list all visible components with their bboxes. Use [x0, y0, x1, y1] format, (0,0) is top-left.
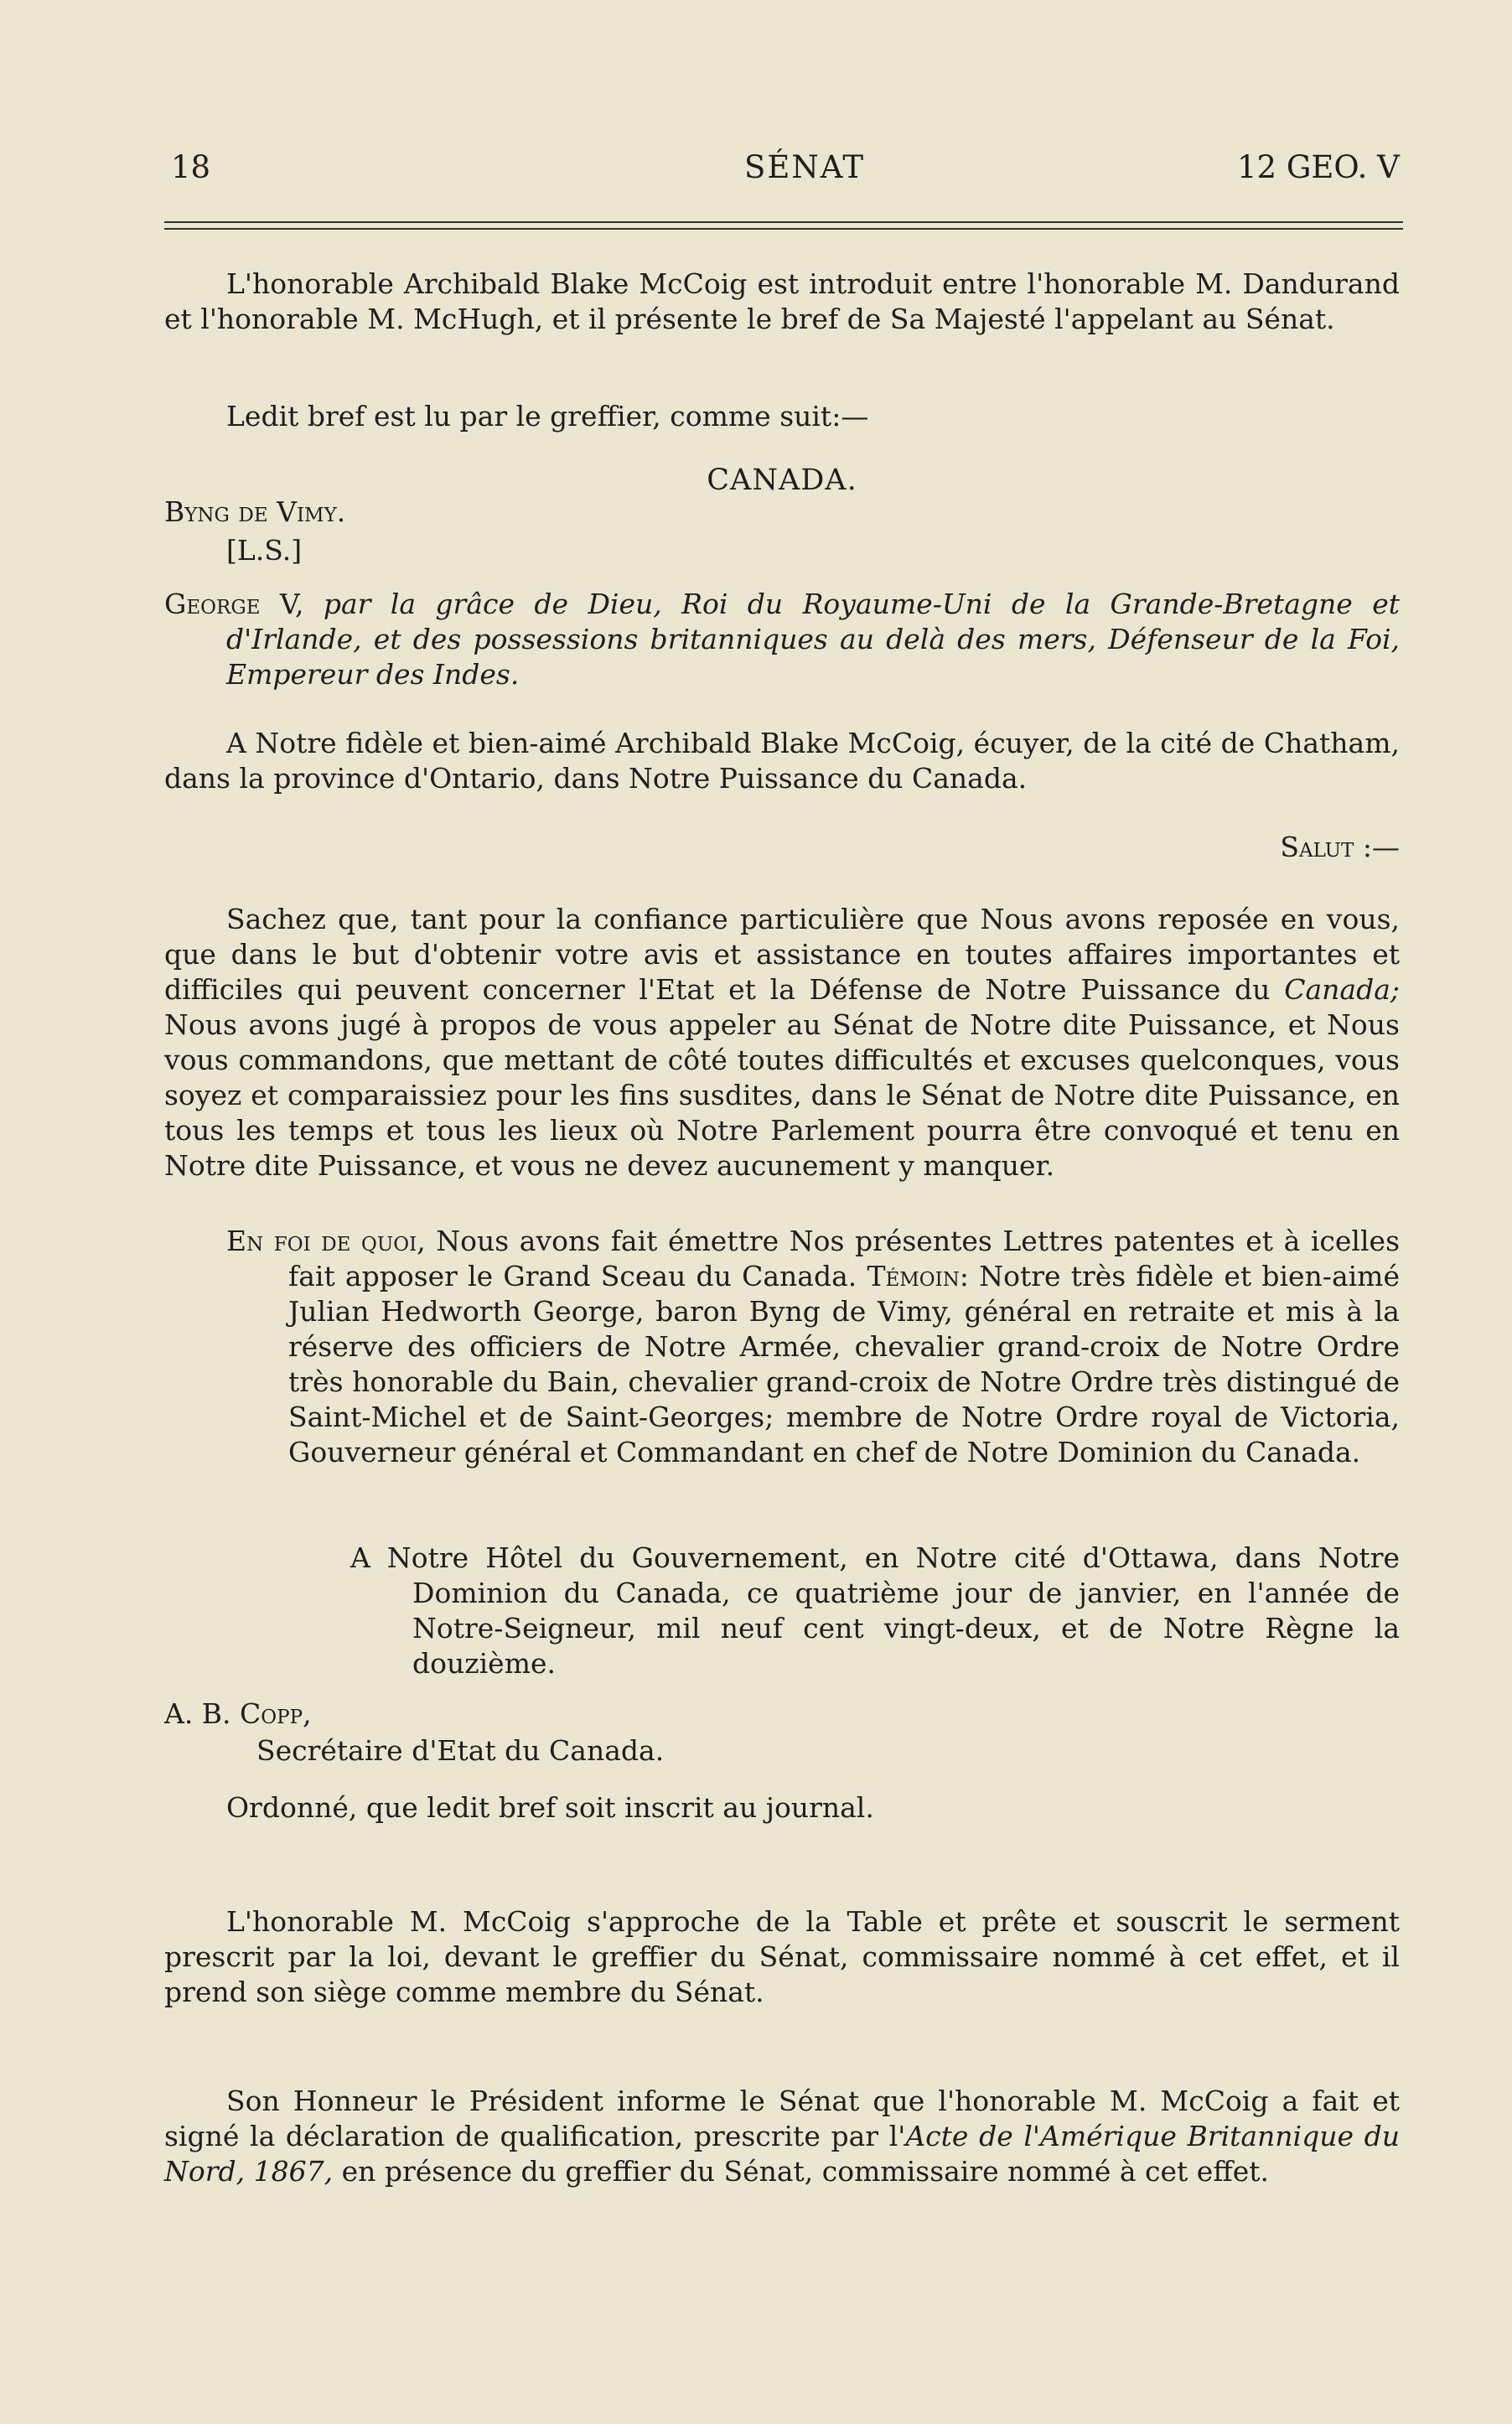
salutation: Salut :— — [1280, 831, 1400, 863]
temoin-label: Témoin: — [867, 1260, 969, 1292]
president-text-1: Son Honneur le Président informe le Sénat que l'honorable M. McCoig a fait et signé la déclaration de qualification, prescrite par l' — [164, 2085, 1400, 2152]
king-name: George V, — [164, 588, 304, 620]
seal-mark: [L.S.] — [226, 534, 303, 567]
act-title: Acte de l'Amérique Britannique du Nord, 1867, — [164, 2120, 1400, 2188]
en-foi-text-2: Notre très fidèle et bien-aimé Julian Hedworth George, baron Byng de Vimy, général en retraite et mis à la réserve des officiers de Notre Armée, chevalier grand-croix de Notre Ordre très honorable du Bain, chevalier grand-croix de Notre Ordre très distingué de Saint-Michel et de Saint-Georges; membre de Notre Ordre royal de Victoria, Gouverneur général et Commandant en chef de Notre Dominion du Canada. — [288, 1260, 1400, 1468]
paragraph-president — [164, 2084, 1400, 2189]
header-rule-double — [164, 228, 1403, 230]
paragraph-george — [164, 587, 1400, 692]
paragraph-hotel — [350, 1541, 1400, 1681]
copp-name: A. B. Copp, — [164, 1697, 312, 1730]
copp-title: Secrétaire d'Etat du Canada. — [256, 1734, 665, 1767]
paragraph-ordonne: Ordonné, que ledit bref soit inscrit au journal. — [226, 1791, 874, 1824]
hotel-text: A Notre Hôtel du Gouvernement, en Notre cité d'Ottawa, dans Notre Dominion du Canada, ce quatrième jour de janvier, en l'année de Notre-Seigneur, mil neuf cent vingt-deux, et de Notre Règne la douzième. — [350, 1541, 1400, 1680]
paragraph-read: Ledit bref est lu par le greffier, comme suit:— — [226, 400, 869, 432]
page-number: 18 — [171, 149, 211, 185]
signature-byng: Byng de Vimy. — [164, 495, 346, 528]
president-text-2: en présence du greffier du Sénat, commissaire nommé à cet effet. — [333, 2155, 1270, 2188]
running-title: SÉNAT — [744, 149, 866, 185]
paragraph-approche: L'honorable M. McCoig s'approche de la Table et prête et souscrit le serment prescrit par la loi, devant le greffier du Sénat, commissaire nommé à cet effet, et il prend son siège comme membre du Sénat. — [164, 1905, 1400, 2008]
paragraph-en-foi — [226, 1224, 1400, 1470]
sachez-canada: Canada; — [1284, 973, 1400, 1006]
running-date: 12 GEO. V — [1237, 149, 1400, 185]
en-foi-lead: En foi de quoi, — [226, 1225, 426, 1257]
header-rule — [164, 221, 1403, 223]
paragraph-address: A Notre fidèle et bien-aimé Archibald Blake McCoig, écuyer, de la cité de Chatham, dans la province d'Ontario, dans Notre Puissance du Canada. — [164, 727, 1400, 795]
paragraph-sachez — [164, 902, 1400, 1184]
en-foi-text-1: Nous avons fait émettre Nos présentes Lettres patentes et à icelles fait apposer le Grand Sceau du Canada. — [288, 1225, 1401, 1292]
heading-canada: CANADA. — [707, 464, 857, 497]
sachez-text-1: Sachez que, tant pour la confiance particulière que Nous avons reposée en vous, que dans le but d'obtenir votre avis et assistance en toutes affaires importantes et difficiles qui peuvent concerner l'Etat et la Défense de Notre Puissance du — [164, 903, 1400, 1006]
king-titles: par la grâce de Dieu, Roi du Royaume-Uni de la Grande-Bretagne et d'Irlande, et des possessions britanniques au delà des mers, Défenseur de la Foi, Empereur des Indes. — [226, 588, 1400, 691]
paragraph-intro: L'honorable Archibald Blake McCoig est introduit entre l'honorable M. Dandurand et l'honorable M. McHugh, et il présente le bref de Sa Majesté l'appelant au Sénat. — [164, 267, 1400, 335]
sachez-text-2: Nous avons jugé à propos de vous appeler au Sénat de Notre dite Puissance, et Nous vous commandons, que mettant de côté toutes difficultés et excuses quelconques, vous soyez et comparaissiez pour les fins susdites, dans le Sénat de Notre dite Puissance, en tous les temps et tous les lieux où Notre Parlement pourra être convoqué et tenu en Notre dite Puissance, et vous ne devez aucunement y manquer. — [164, 1008, 1400, 1182]
